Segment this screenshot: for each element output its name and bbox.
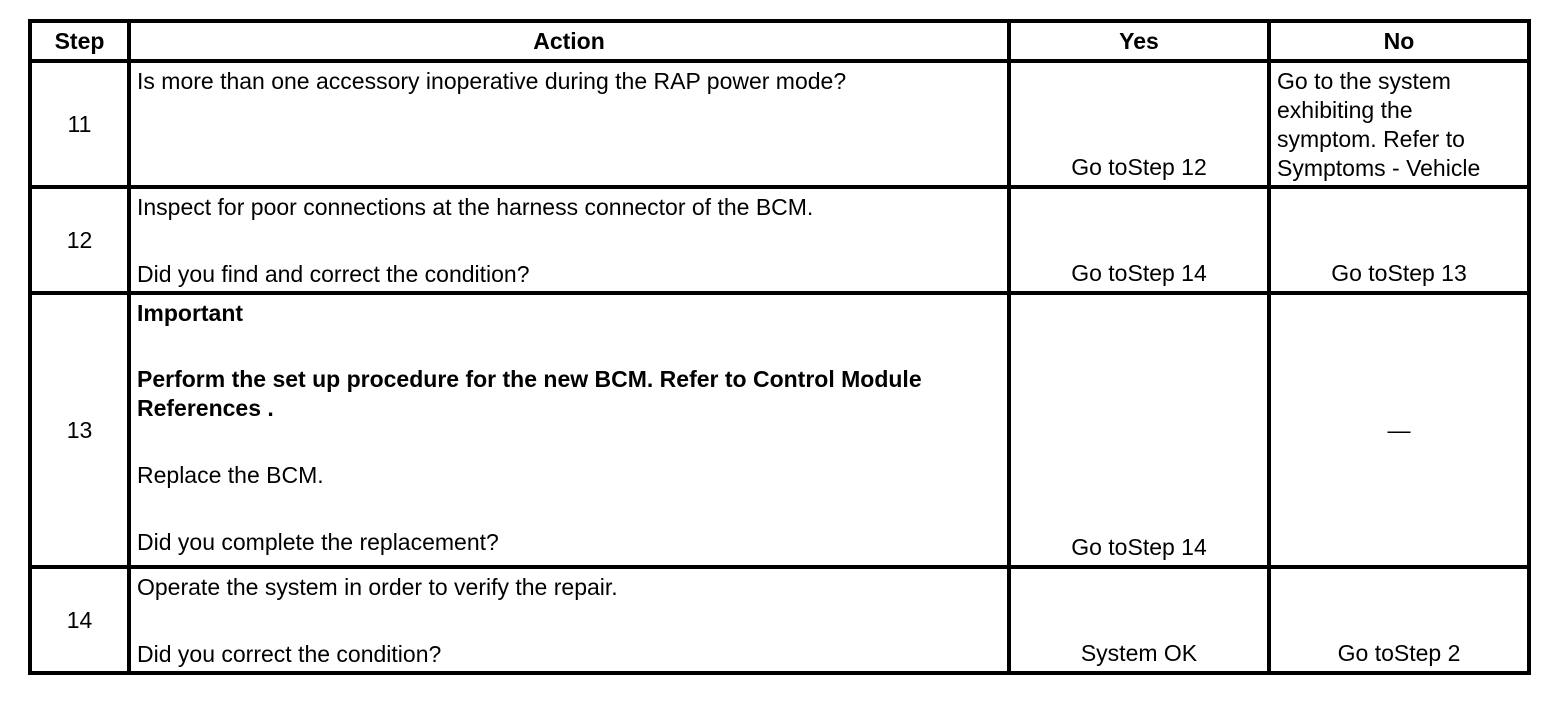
action-spacer (137, 328, 1001, 365)
action-cell (129, 567, 1009, 673)
diagnostic-table (28, 19, 1531, 675)
yes-cell: Go toStep 12 (1009, 61, 1269, 187)
action-question: Did you correct the condition? (137, 641, 442, 667)
action-cell (129, 293, 1009, 567)
table-row (30, 61, 1529, 187)
table-row (30, 187, 1529, 293)
no-cell: Go toStep 13 (1269, 187, 1529, 293)
action-text: Operate the system in order to verify the repair. (137, 574, 618, 600)
yes-cell: Go toStep 14 (1009, 187, 1269, 293)
yes-cell: Go toStep 14 (1009, 293, 1269, 567)
no-cell: — (1269, 293, 1529, 567)
header-row (30, 21, 1529, 61)
header-step: Step (30, 21, 129, 61)
step-number: 14 (30, 567, 129, 673)
no-text-line: symptom. Refer to (1277, 126, 1465, 152)
action-spacer (137, 222, 1001, 260)
no-text-line: Symptoms - Vehicle (1277, 155, 1481, 181)
no-cell (1269, 61, 1529, 187)
header-action: Action (129, 21, 1009, 61)
action-cell (129, 187, 1009, 293)
important-text-line: References . (137, 395, 274, 421)
action-question: Did you find and correct the condition? (137, 261, 530, 287)
yes-cell: System OK (1009, 567, 1269, 673)
action-spacer (137, 602, 1001, 640)
table-row (30, 567, 1529, 673)
header-yes: Yes (1009, 21, 1269, 61)
header-no: No (1269, 21, 1529, 61)
action-spacer (137, 490, 1001, 528)
action-spacer (137, 423, 1001, 461)
important-label: Important (137, 300, 244, 326)
action-text: Is more than one accessory inoperative during the RAP power mode? (137, 68, 847, 94)
important-text-line: Perform the set up procedure for the new BCM. Refer to Control Module (137, 366, 922, 392)
no-text-line: Go to the system (1277, 68, 1451, 94)
no-text-line: exhibiting the (1277, 97, 1413, 123)
action-cell (129, 61, 1009, 187)
step-number: 13 (30, 293, 129, 567)
table-row (30, 293, 1529, 567)
step-number: 12 (30, 187, 129, 293)
action-question: Did you complete the replacement? (137, 529, 499, 555)
action-text: Replace the BCM. (137, 462, 324, 488)
step-number: 11 (30, 61, 129, 187)
no-cell: Go toStep 2 (1269, 567, 1529, 673)
action-text: Inspect for poor connections at the harness connector of the BCM. (137, 194, 814, 220)
